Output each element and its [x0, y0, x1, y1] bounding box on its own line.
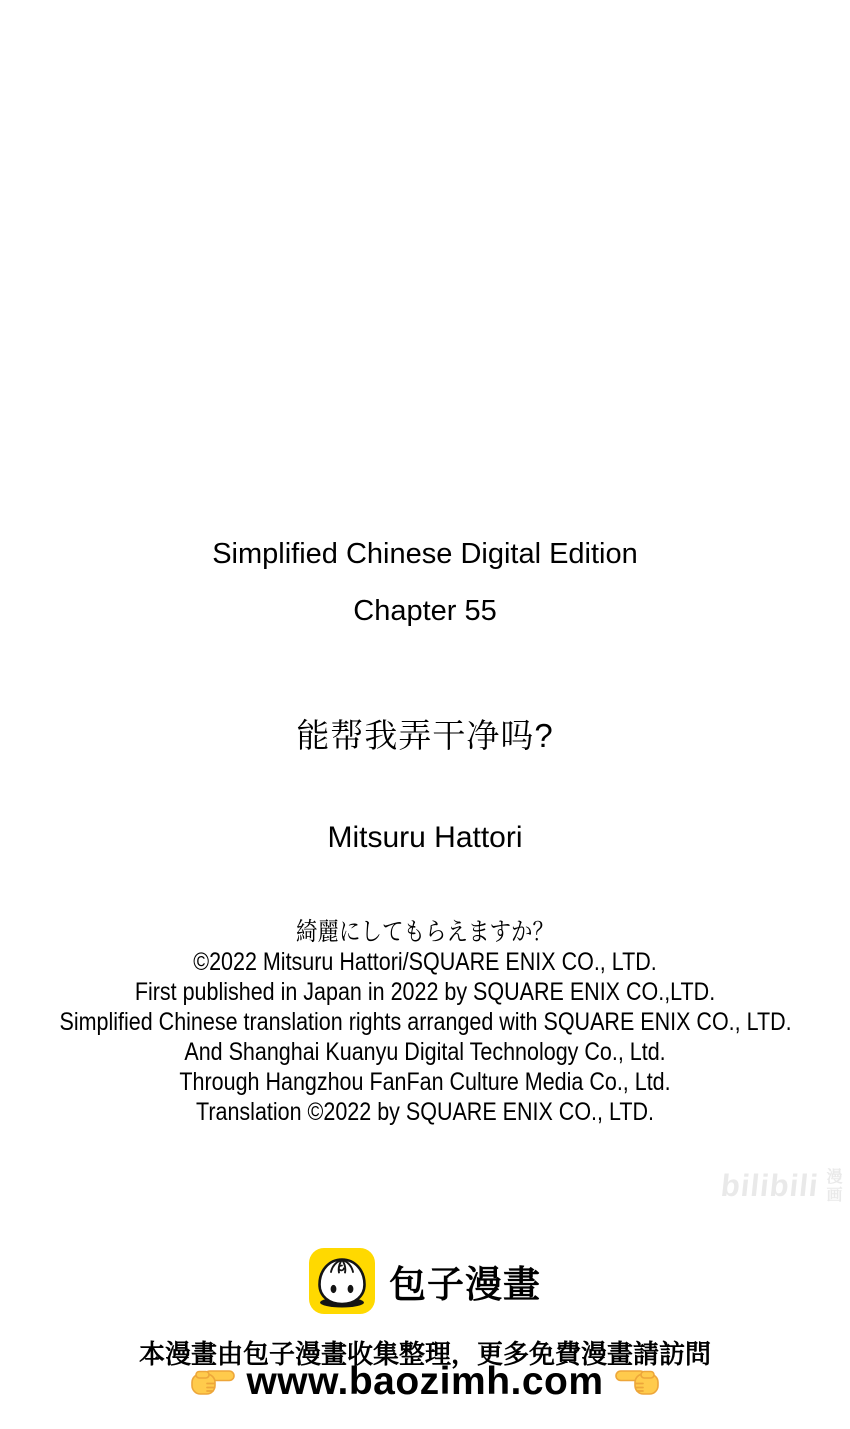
copyright-line: ©2022 Mitsuru Hattori/SQUARE ENIX CO., LTD. [193, 948, 657, 976]
collection-notice: 本漫畫由包子漫畫收集整理，更多免費漫畫請訪問 [138, 1339, 711, 1369]
copyright-line: Translation ©2022 by SQUARE ENIX CO., LTD. [196, 1098, 654, 1126]
series-title-chinese: 能帮我弄干净吗? [296, 717, 554, 754]
baozi-bun-logo-icon [309, 1248, 375, 1314]
copyright-line-japanese-title: 綺麗にしてもらえますか？ [295, 918, 554, 946]
pointing-left-hand-icon [614, 1366, 660, 1398]
baozi-brand-name: 包子漫畫 [389, 1264, 541, 1305]
copyright-line: Simplified Chinese translation rights arranged with SQUARE ENIX CO., LTD. [59, 1008, 792, 1036]
bilibili-manga-tag: 漫画 [824, 1168, 841, 1204]
copyright-line: Through Hangzhou FanFan Culture Media Co., Ltd. [179, 1068, 671, 1096]
website-url[interactable]: www.baozimh.com [246, 1360, 604, 1403]
copyright-line: And Shanghai Kuanyu Digital Technology Co., Ltd. [184, 1038, 666, 1066]
bilibili-logo-text: bilibili [718, 1168, 821, 1203]
edition-title: Simplified Chinese Digital Edition [212, 538, 638, 570]
copyright-block [60, 917, 791, 1127]
bilibili-manga-watermark [718, 1168, 841, 1204]
pointing-right-hand-icon [190, 1366, 236, 1398]
copyright-line: First published in Japan in 2022 by SQUARE ENIX CO.,LTD. [134, 978, 716, 1006]
chapter-number: Chapter 55 [353, 595, 497, 627]
website-row [0, 1360, 850, 1404]
author-name: Mitsuru Hattori [327, 821, 523, 854]
baozi-brand-row [0, 1248, 850, 1314]
